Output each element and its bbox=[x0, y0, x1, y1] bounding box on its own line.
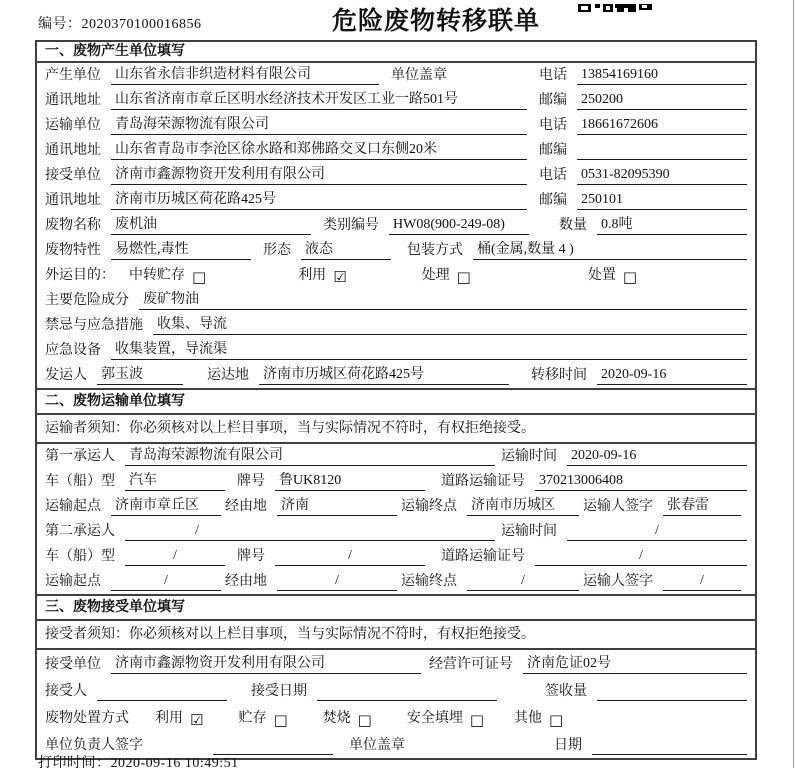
emergency-equipment-row bbox=[37, 338, 755, 363]
date-label: 日期 bbox=[554, 738, 582, 753]
dispatch-row bbox=[37, 363, 755, 388]
field-label: 通讯地址 bbox=[45, 143, 101, 158]
carrier-signature-label: 运输人签字 bbox=[583, 574, 653, 589]
serial-number bbox=[38, 13, 202, 33]
route-start-value: 济南市章丘区 bbox=[111, 497, 221, 516]
field-label: 主要危险成分 bbox=[45, 293, 129, 308]
checkbox-transfer-storage: □ bbox=[192, 268, 207, 286]
waste-properties-row bbox=[37, 238, 755, 263]
disposal-option-utilize bbox=[155, 710, 203, 728]
receiver-zip-value: 250101 bbox=[577, 191, 747, 210]
zip-label: 邮编 bbox=[539, 93, 567, 108]
producer-zip-value: 250200 bbox=[577, 91, 747, 110]
serial-value: 2020370100016856 bbox=[81, 17, 202, 32]
unit-seal-label: 单位盖章 bbox=[391, 68, 447, 83]
transporter-unit-row bbox=[37, 113, 755, 138]
accept-date-label: 接受日期 bbox=[251, 684, 307, 699]
second-carrier-row bbox=[37, 519, 755, 544]
field-label: 车（船）型 bbox=[45, 549, 115, 564]
purpose-option-treat bbox=[422, 267, 471, 285]
field-label: 单位负责人签字 bbox=[45, 738, 143, 753]
producer-unit-row bbox=[37, 63, 755, 88]
checkbox-utilize: ☑ bbox=[333, 268, 347, 286]
checkbox-store: □ bbox=[273, 711, 288, 729]
option-label: 处置 bbox=[587, 268, 616, 283]
purpose-option-transfer-storage bbox=[129, 267, 206, 285]
checkbox-treat: □ bbox=[456, 268, 471, 286]
route-end-label: 运输终点 bbox=[401, 499, 457, 514]
first-carrier-row bbox=[37, 444, 755, 469]
receiver-address-value: 济南市历城区荷花路425号 bbox=[111, 191, 527, 210]
road-permit-value: 370213006408 bbox=[535, 472, 747, 491]
receiver-name-value: 济南市鑫源物资开发利用有限公司 bbox=[111, 166, 527, 185]
route-end-value: / bbox=[467, 572, 579, 591]
receiver-address-row bbox=[37, 188, 755, 213]
producer-address-value: 山东省济南市章丘区明水经济技术开发区工业一路501号 bbox=[111, 91, 527, 110]
option-label: 中转贮存 bbox=[129, 268, 185, 283]
transporter-address-row bbox=[37, 138, 755, 163]
option-label: 安全填埋 bbox=[406, 711, 463, 726]
purpose-option-utilize bbox=[298, 267, 346, 285]
first-carrier-value: 青岛海荣源物流有限公司 bbox=[125, 447, 495, 466]
transport-time-label: 运输时间 bbox=[501, 449, 557, 464]
packing-value: 桶(金属,数量 4 ) bbox=[473, 241, 747, 260]
accept-person-row bbox=[37, 677, 755, 704]
waste-name-value: 废机油 bbox=[111, 216, 311, 235]
checkbox-other: □ bbox=[549, 711, 564, 729]
disposal-method-row bbox=[37, 704, 755, 731]
option-label: 处理 bbox=[421, 268, 450, 283]
producer-name-value: 山东省永信非织造材料有限公司 bbox=[111, 66, 379, 85]
section-1-header: 一、废物产生单位填写 bbox=[37, 42, 755, 63]
transporter-zip-value bbox=[577, 142, 747, 160]
plate-label: 牌号 bbox=[237, 549, 265, 564]
hazard-component-value: 废矿物油 bbox=[139, 291, 747, 310]
accept-person-value bbox=[97, 683, 227, 701]
checkbox-landfill: □ bbox=[469, 711, 485, 729]
field-label: 接受单位 bbox=[45, 168, 101, 183]
producer-phone-value: 13854169160 bbox=[577, 66, 747, 85]
receiver-notice: 接受者须知：你必须核对以上栏目事项，当与实际情况不符时，有权拒绝接受。 bbox=[37, 621, 755, 650]
print-time-label: 打印时间： bbox=[38, 756, 111, 768]
section-3-header: 三、废物接受单位填写 bbox=[37, 594, 755, 621]
serial-label: 编号： bbox=[38, 17, 82, 32]
first-vehicle-row bbox=[37, 469, 755, 494]
accept-unit-row bbox=[37, 650, 755, 677]
plate-value: 鲁UK8120 bbox=[275, 472, 425, 491]
hazard-component-row bbox=[37, 288, 755, 313]
phone-label: 电话 bbox=[539, 68, 567, 83]
receiver-phone-value: 0531-82095390 bbox=[577, 166, 747, 185]
receiver-unit-row bbox=[37, 163, 755, 188]
field-label: 发运人 bbox=[45, 368, 87, 383]
transporter-phone-value: 18661672606 bbox=[577, 116, 747, 135]
license-label: 经营许可证号 bbox=[429, 657, 513, 672]
document-header bbox=[0, 0, 796, 40]
emergency-equipment-value: 收集装置，导流渠 bbox=[111, 341, 747, 360]
field-label: 废物特性 bbox=[45, 243, 101, 258]
field-label: 第一承运人 bbox=[45, 449, 115, 464]
carrier-signature-value: / bbox=[663, 572, 741, 591]
field-label: 运输单位 bbox=[45, 118, 101, 133]
carrier-signature-label: 运输人签字 bbox=[583, 499, 653, 514]
accept-date-value bbox=[317, 683, 497, 701]
destination-value: 济南市历城区荷花路425号 bbox=[259, 366, 509, 385]
transport-time-label: 运输时间 bbox=[501, 524, 557, 539]
carrier-signature-value: 张春雷 bbox=[663, 497, 741, 516]
checkbox-dispose: □ bbox=[622, 268, 638, 286]
field-label: 废物名称 bbox=[45, 218, 101, 233]
transfer-purpose-row bbox=[37, 263, 755, 288]
disposal-option-store bbox=[238, 710, 287, 728]
transport-time-value: 2020-09-16 bbox=[567, 447, 747, 466]
option-label: 利用 bbox=[155, 711, 183, 726]
zip-label: 邮编 bbox=[539, 143, 567, 158]
via-value: 济南 bbox=[277, 497, 397, 516]
purpose-option-dispose bbox=[588, 267, 637, 285]
option-label: 焚烧 bbox=[322, 711, 351, 726]
field-label: 接受人 bbox=[45, 684, 87, 699]
second-route-row bbox=[37, 569, 755, 594]
disposal-option-other bbox=[514, 710, 563, 728]
license-value: 济南危证02号 bbox=[523, 655, 747, 674]
field-label: 第二承运人 bbox=[45, 524, 115, 539]
checkbox-incinerate: □ bbox=[357, 711, 372, 729]
field-label: 车（船）型 bbox=[45, 474, 115, 489]
vehicle-type-value: 汽车 bbox=[125, 472, 225, 491]
form-state-value: 液态 bbox=[301, 241, 391, 260]
route-start-value: / bbox=[111, 572, 221, 591]
phone-label: 电话 bbox=[539, 168, 567, 183]
page-edge-line bbox=[793, 0, 794, 768]
field-label: 接受单位 bbox=[45, 657, 101, 672]
field-label: 运输起点 bbox=[45, 574, 101, 589]
print-time bbox=[38, 752, 239, 768]
producer-address-row bbox=[37, 88, 755, 113]
field-label: 通讯地址 bbox=[45, 93, 101, 108]
date-value bbox=[592, 737, 747, 755]
page-title: 危险废物转移联单 bbox=[332, 8, 541, 35]
option-label: 利用 bbox=[298, 268, 327, 283]
via-label: 经由地 bbox=[225, 574, 267, 589]
field-label: 产生单位 bbox=[45, 68, 101, 83]
received-quantity-value bbox=[597, 683, 747, 701]
category-code-label: 类别编号 bbox=[323, 218, 379, 233]
via-value: / bbox=[277, 572, 397, 591]
field-label: 禁忌与应急措施 bbox=[45, 318, 143, 333]
form-state-label: 形态 bbox=[263, 243, 291, 258]
print-time-value: 2020-09-16 10:49:51 bbox=[110, 756, 239, 768]
route-end-label: 运输终点 bbox=[401, 574, 457, 589]
road-permit-label: 道路运输证号 bbox=[441, 549, 525, 564]
transfer-time-label: 转移时间 bbox=[531, 368, 587, 383]
plate-label: 牌号 bbox=[237, 474, 265, 489]
zip-label: 邮编 bbox=[539, 193, 567, 208]
packing-label: 包装方式 bbox=[407, 243, 463, 258]
field-label: 应急设备 bbox=[45, 343, 101, 358]
waste-property-value: 易燃性,毒性 bbox=[111, 241, 251, 260]
vehicle-type-value: / bbox=[125, 547, 225, 566]
category-code-value: HW08(900-249-08) bbox=[389, 216, 529, 235]
transporter-name-value: 青岛海荣源物流有限公司 bbox=[111, 116, 527, 135]
quantity-label: 数量 bbox=[559, 218, 587, 233]
disposal-option-incinerate bbox=[323, 710, 372, 728]
road-permit-label: 道路运输证号 bbox=[441, 474, 525, 489]
phone-label: 电话 bbox=[539, 118, 567, 133]
option-label: 贮存 bbox=[238, 711, 267, 726]
option-label: 其他 bbox=[514, 711, 543, 726]
field-label: 废物处置方式 bbox=[45, 711, 129, 726]
unit-seal-label: 单位盖章 bbox=[349, 738, 405, 753]
via-label: 经由地 bbox=[225, 499, 267, 514]
transport-time-value: / bbox=[567, 522, 747, 541]
transporter-address-value: 山东省青岛市李沧区徐水路和郑佛路交叉口东侧20米 bbox=[111, 141, 527, 160]
field-label: 外运目的： bbox=[45, 268, 115, 283]
field-label: 通讯地址 bbox=[45, 193, 101, 208]
disposal-option-landfill bbox=[407, 710, 484, 728]
waste-name-row bbox=[37, 213, 755, 238]
destination-label: 运达地 bbox=[207, 368, 249, 383]
transporter-notice: 运输者须知：你必须核对以上栏目事项，当与实际情况不符时，有权拒绝接受。 bbox=[37, 415, 755, 444]
checkbox-utilize: ☑ bbox=[190, 711, 204, 729]
plate-value: / bbox=[275, 547, 425, 566]
second-carrier-value: / bbox=[125, 522, 495, 541]
route-end-value: 济南市历城区 bbox=[467, 497, 579, 516]
quantity-value: 0.8吨 bbox=[597, 216, 747, 235]
accept-unit-value: 济南市鑫源物资开发利用有限公司 bbox=[111, 655, 421, 674]
emergency-measures-row bbox=[37, 313, 755, 338]
road-permit-value: / bbox=[535, 547, 747, 566]
first-route-row bbox=[37, 494, 755, 519]
qr-code-icon bbox=[578, 0, 652, 18]
received-quantity-label: 签收量 bbox=[545, 684, 587, 699]
section-2-header: 二、废物运输单位填写 bbox=[37, 388, 755, 415]
transfer-time-value: 2020-09-16 bbox=[597, 366, 747, 385]
manifest-form-table bbox=[35, 40, 757, 760]
emergency-measures-value: 收集、导流 bbox=[153, 316, 747, 335]
field-label: 运输起点 bbox=[45, 499, 101, 514]
second-vehicle-row bbox=[37, 544, 755, 569]
dispatcher-value: 郭玉波 bbox=[97, 366, 183, 385]
